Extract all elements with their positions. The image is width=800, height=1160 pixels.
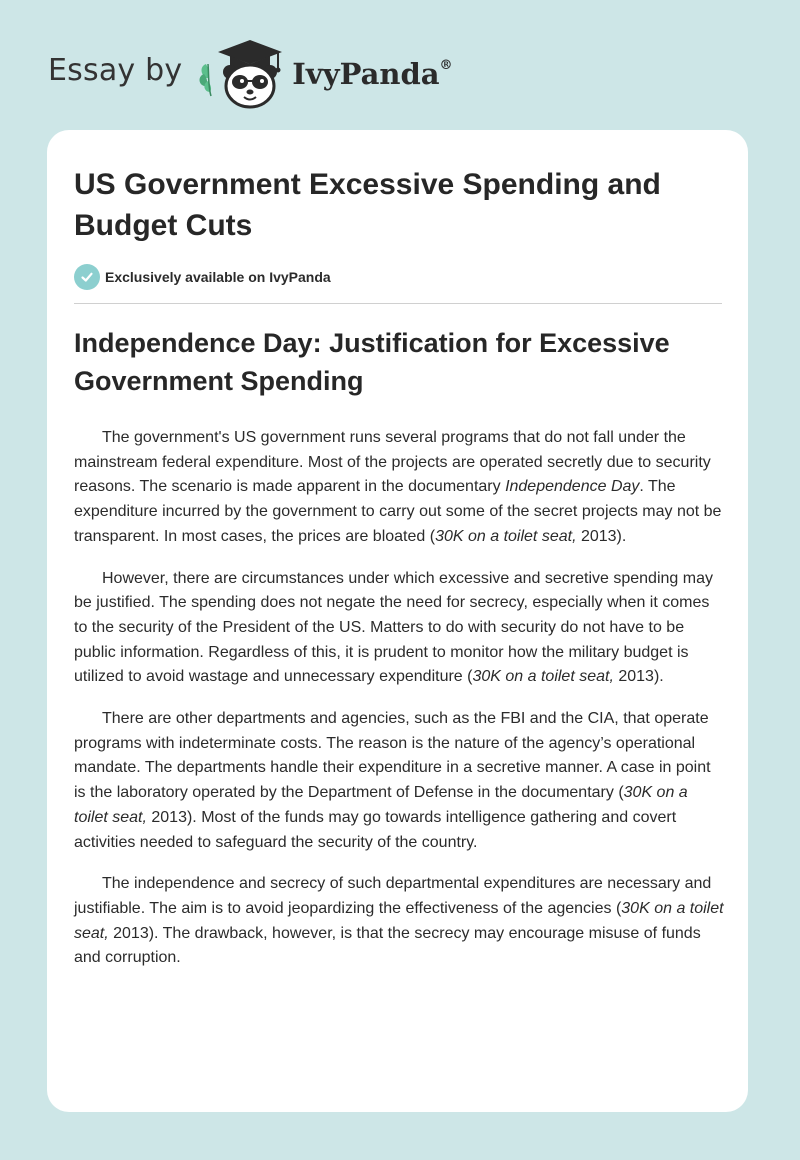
panda-logo-icon[interactable] xyxy=(198,34,286,110)
paragraph-text: 2013). xyxy=(576,527,627,545)
essay-title: US Government Excessive Spending and Budget Cuts xyxy=(74,168,661,242)
brand-name[interactable] xyxy=(292,57,452,91)
paragraph-4 xyxy=(74,872,725,971)
ivy-leaf-icon xyxy=(200,64,212,96)
brand-text: IvyPanda xyxy=(292,57,440,91)
citation-title: 30K on a toilet seat, xyxy=(435,527,577,545)
check-icon xyxy=(74,264,100,290)
registered-mark: ® xyxy=(439,58,453,74)
citation-title: 30K on a toilet seat, xyxy=(74,784,688,826)
essay-by-label: Essay by xyxy=(48,52,183,88)
paragraph-1 xyxy=(74,426,725,550)
paragraph-text: . The expenditure incurred by the government to carry out some of the secret projects may not be transparent. In most cases, the prices are bloated ( xyxy=(74,478,722,545)
exclusive-label: Exclusively available on IvyPanda xyxy=(105,269,331,285)
paragraph-text: However, there are circumstances under which excessive and secretive spending may be justified. The spending does not negate the need for secrecy, especially when it comes to the security of the President of the US. Matters to do with security do not have to be public information. Regardless of this, it is prudent to monitor how the military budget is utilized to avoid wastage and unnecessary expenditure ( xyxy=(74,569,713,686)
citation-title: 30K on a toilet seat, xyxy=(472,668,614,686)
paragraph-text: 2013). The drawback, however, is that the secrecy may encourage misuse of funds and corruption. xyxy=(74,924,701,967)
paragraph-text: There are other departments and agencies, such as the FBI and the CIA, that operate programs with indeterminate costs. The reason is the nature of the agency’s operational mandate. The departments handle their expenditure in a secretive manner. A case in point is the laboratory operated by the Department of Defense in the documentary ( xyxy=(74,710,711,802)
paragraph-2 xyxy=(74,567,725,691)
paragraph-text: 2013). Most of the funds may go towards intelligence gathering and covert activities needed to safeguard the security of the country. xyxy=(74,808,677,851)
essay-body xyxy=(74,426,725,988)
citation-title: 30K on a toilet seat, xyxy=(74,899,724,942)
citation-title: Independence Day xyxy=(505,478,640,496)
site-header xyxy=(48,34,508,110)
divider xyxy=(74,303,722,304)
essay-card xyxy=(47,130,748,1112)
paragraph-text: The government's US government runs several programs that do not fall under the mainstream federal expenditure. Most of the projects are operated secretly due to security reasons. The scenario is made apparent in the documentary xyxy=(74,429,711,496)
paragraph-text: The independence and secrecy of such departmental expenditures are necessary and justifiable. The aim is to avoid jeopardizing the effectiveness of the agencies ( xyxy=(74,875,712,917)
paragraph-text: 2013). xyxy=(613,668,664,686)
paragraph-3 xyxy=(74,707,725,855)
section-heading: Independence Day: Justification for Excessive Government Spending xyxy=(74,328,670,396)
exclusive-badge xyxy=(74,264,331,290)
